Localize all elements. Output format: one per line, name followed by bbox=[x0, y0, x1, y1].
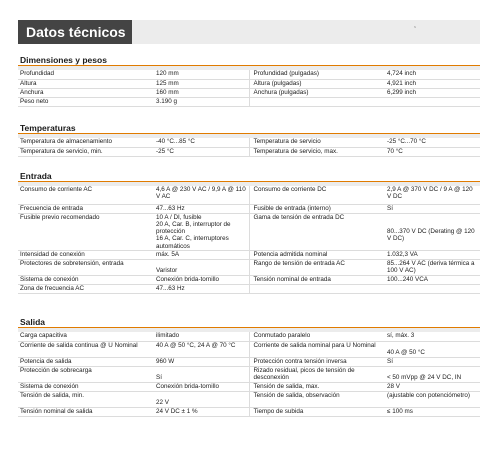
param-value: 22 V bbox=[154, 391, 249, 407]
table-row bbox=[18, 204, 480, 213]
page-title: Datos técnicos bbox=[18, 20, 132, 44]
param-value bbox=[385, 284, 480, 293]
param-label: Protección contra tensión inversa bbox=[249, 357, 385, 366]
table-row bbox=[18, 79, 480, 88]
param-label: Zona de frecuencia AC bbox=[18, 284, 154, 293]
param-label: Temperatura de servicio, min. bbox=[18, 147, 154, 156]
param-label: Fusible de entrada (interno) bbox=[249, 204, 385, 213]
param-value: 70 °C bbox=[385, 147, 480, 156]
param-label: Protección de sobrecarga bbox=[18, 366, 154, 382]
table-row bbox=[18, 366, 480, 382]
param-label: Profundidad (pulgadas) bbox=[249, 70, 385, 79]
param-label: Protectores de sobretensión, entrada bbox=[18, 259, 154, 275]
section-title: Salida bbox=[18, 316, 480, 328]
param-value: 4,724 inch bbox=[385, 70, 480, 79]
table-row bbox=[18, 250, 480, 259]
param-label: Tiempo de subida bbox=[249, 407, 385, 416]
param-value: ≤ 100 ms bbox=[385, 407, 480, 416]
param-label: Conmutado paralelo bbox=[249, 332, 385, 341]
param-label: Sistema de conexión bbox=[18, 275, 154, 284]
param-label: Profundidad bbox=[18, 70, 154, 79]
param-value: Sí bbox=[385, 357, 480, 366]
spec-table bbox=[18, 70, 480, 107]
param-label: Altura bbox=[18, 79, 154, 88]
param-value: 28 V bbox=[385, 382, 480, 391]
param-label: Potencia admitida nominal bbox=[249, 250, 385, 259]
table-row bbox=[18, 70, 480, 79]
param-value: 40 A @ 50 °C, 24 A @ 70 °C bbox=[154, 341, 249, 357]
param-value: 4,6 A @ 230 V AC / 9,9 A @ 110 V AC bbox=[154, 186, 249, 204]
section-entrada bbox=[18, 170, 480, 294]
table-row bbox=[18, 88, 480, 97]
param-value: Sí bbox=[385, 204, 480, 213]
param-value: 120 mm bbox=[154, 70, 249, 79]
param-value: ilimitado bbox=[154, 332, 249, 341]
param-label: Carga capacitiva bbox=[18, 332, 154, 341]
param-label: Potencia de salida bbox=[18, 357, 154, 366]
param-label: Tensión nominal de salida bbox=[18, 407, 154, 416]
section-salida bbox=[18, 316, 480, 417]
param-label: Intensidad de conexión bbox=[18, 250, 154, 259]
section-title: Entrada bbox=[18, 170, 480, 182]
param-label: Temperatura de servicio bbox=[249, 138, 385, 147]
param-label: Consumo de corriente AC bbox=[18, 186, 154, 204]
param-label: Corriente de salida nominal para U Nominal bbox=[249, 341, 385, 357]
param-value: Varistor bbox=[154, 259, 249, 275]
param-value: -25 °C bbox=[154, 147, 249, 156]
param-value: 85...264 V AC (deriva térmica a 100 V AC) bbox=[385, 259, 480, 275]
param-label: Anchura bbox=[18, 88, 154, 97]
table-row bbox=[18, 341, 480, 357]
table-row bbox=[18, 213, 480, 250]
param-label: Peso neto bbox=[18, 97, 154, 106]
section-title: Temperaturas bbox=[18, 122, 480, 134]
table-row bbox=[18, 186, 480, 204]
param-value: -25 °C...70 °C bbox=[385, 138, 480, 147]
param-value: Conexión brida-tornillo bbox=[154, 382, 249, 391]
header-note: s bbox=[414, 24, 416, 29]
param-label: Fusible previo recomendado bbox=[18, 213, 154, 250]
param-label: Anchura (pulgadas) bbox=[249, 88, 385, 97]
param-value: Sí bbox=[154, 366, 249, 382]
param-label: Rango de tensión de entrada AC bbox=[249, 259, 385, 275]
param-value: 4,921 inch bbox=[385, 79, 480, 88]
spec-table bbox=[18, 186, 480, 294]
table-row bbox=[18, 332, 480, 341]
param-label: Gama de tensión de entrada DC bbox=[249, 213, 385, 250]
param-value: 960 W bbox=[154, 357, 249, 366]
param-value bbox=[385, 97, 480, 106]
param-value: 80...370 V DC (Derating @ 120 V DC) bbox=[385, 213, 480, 250]
table-row bbox=[18, 275, 480, 284]
param-value: 10 A / DI, fusible 20 A, Car. B, interruptor de protección 16 A, Car. C, interruptores automáticos bbox=[154, 213, 249, 250]
param-value: sí, máx. 3 bbox=[385, 332, 480, 341]
param-value: 125 mm bbox=[154, 79, 249, 88]
param-value: -40 °C...85 °C bbox=[154, 138, 249, 147]
table-row bbox=[18, 97, 480, 106]
table-row bbox=[18, 284, 480, 293]
param-value: 2,9 A @ 370 V DC / 9 A @ 120 V DC bbox=[385, 186, 480, 204]
param-value: 100...240 VCA bbox=[385, 275, 480, 284]
header-banner bbox=[18, 20, 480, 44]
table-row bbox=[18, 391, 480, 407]
param-value: máx. 5A bbox=[154, 250, 249, 259]
param-label bbox=[249, 97, 385, 106]
param-label: Temperatura de almacenamiento bbox=[18, 138, 154, 147]
param-label: Tensión de salida, max. bbox=[249, 382, 385, 391]
param-value: < 50 mVpp @ 24 V DC, IN bbox=[385, 366, 480, 382]
param-label: Temperatura de servicio, max. bbox=[249, 147, 385, 156]
param-value: 47...63 Hz bbox=[154, 284, 249, 293]
spec-table bbox=[18, 332, 480, 417]
section-temperaturas bbox=[18, 122, 480, 157]
table-row bbox=[18, 382, 480, 391]
param-value: 3.190 g bbox=[154, 97, 249, 106]
param-value: 160 mm bbox=[154, 88, 249, 97]
table-row bbox=[18, 147, 480, 156]
param-value: Conexión brida-tornillo bbox=[154, 275, 249, 284]
param-value: 24 V DC ± 1 % bbox=[154, 407, 249, 416]
param-label: Tensión nominal de entrada bbox=[249, 275, 385, 284]
param-label: Consumo de corriente DC bbox=[249, 186, 385, 204]
table-row bbox=[18, 357, 480, 366]
param-label: Tensión de salida, observación bbox=[249, 391, 385, 407]
param-label: Sistema de conexión bbox=[18, 382, 154, 391]
param-value: 1.032,3 VA bbox=[385, 250, 480, 259]
section-title: Dimensiones y pesos bbox=[18, 54, 480, 66]
param-label: Tensión de salida, min. bbox=[18, 391, 154, 407]
param-value: (ajustable con potenciómetro) bbox=[385, 391, 480, 407]
param-value: 6,299 inch bbox=[385, 88, 480, 97]
spec-table bbox=[18, 138, 480, 157]
table-row bbox=[18, 138, 480, 147]
param-label: Frecuencia de entrada bbox=[18, 204, 154, 213]
param-value: 47...63 Hz bbox=[154, 204, 249, 213]
table-row bbox=[18, 407, 480, 416]
section-dimensiones bbox=[18, 54, 480, 107]
table-row bbox=[18, 259, 480, 275]
param-label bbox=[249, 284, 385, 293]
param-label: Corriente de salida continua @ U Nominal bbox=[18, 341, 154, 357]
param-label: Altura (pulgadas) bbox=[249, 79, 385, 88]
param-value: 40 A @ 50 °C bbox=[385, 341, 480, 357]
param-label: Rizado residual, picos de tensión de desconexión bbox=[249, 366, 385, 382]
